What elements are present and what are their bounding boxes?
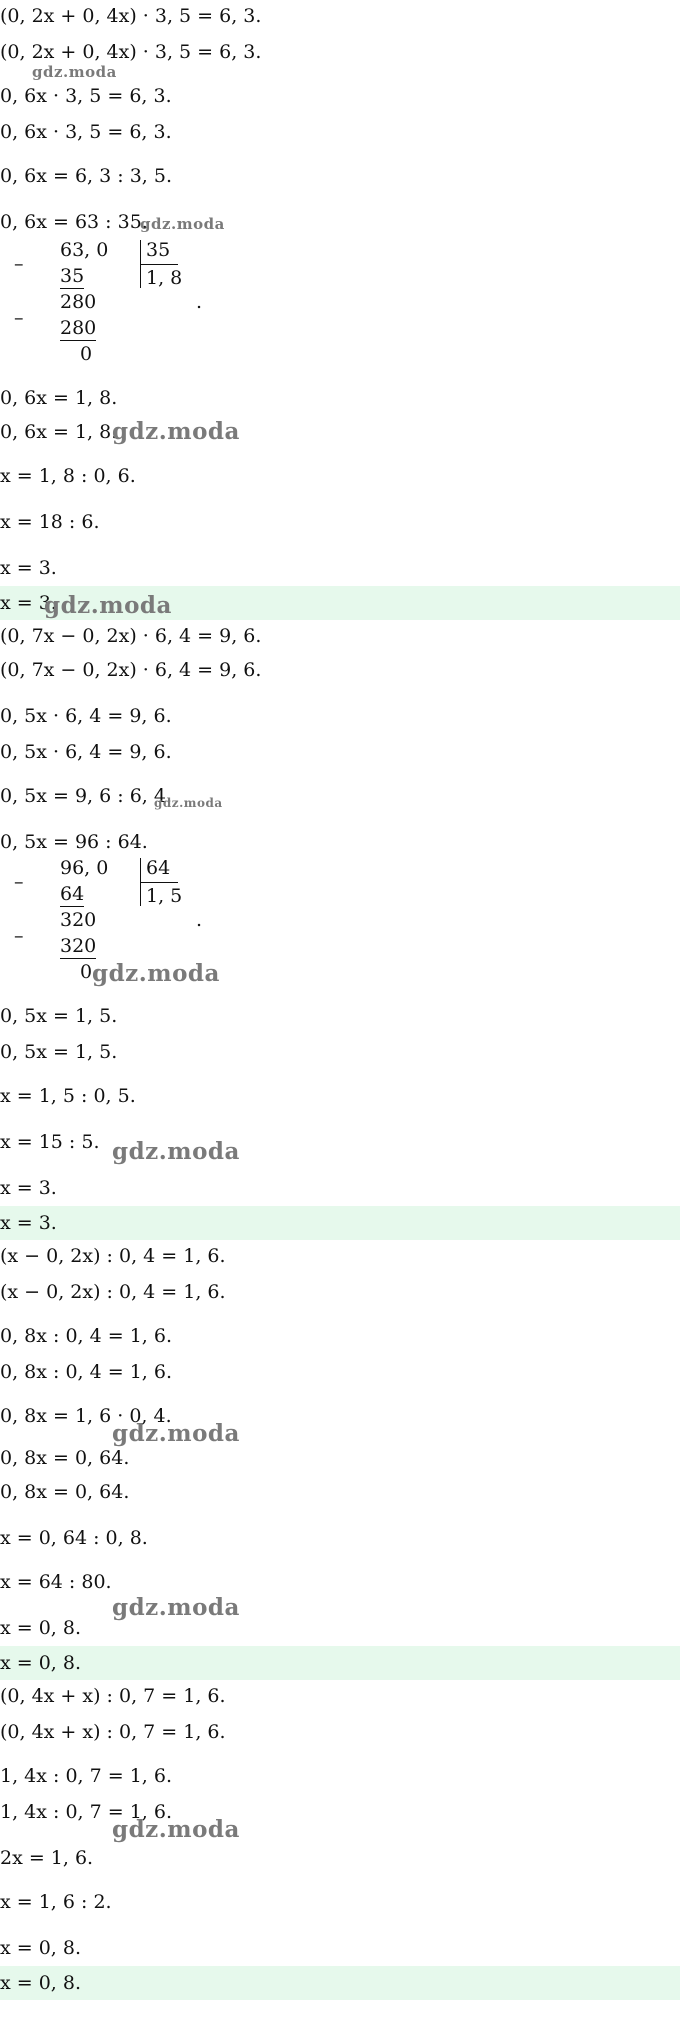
dot: . — [196, 909, 203, 931]
dividend: 96, 0 — [60, 857, 109, 879]
watermark: gdz.moda — [112, 1138, 240, 1165]
equation-line: 0, 8x = 0, 64. — [0, 1481, 130, 1503]
watermark: gdz.moda — [112, 1816, 240, 1843]
equation-line: x = 0, 8. — [0, 1617, 82, 1639]
equation-line: x = 15 : 5. — [0, 1131, 100, 1153]
watermark: gdz.moda — [112, 1420, 240, 1447]
equation-line: 0, 5x = 96 : 64. — [0, 831, 148, 853]
equation-line: x = 0, 64 : 0, 8. — [0, 1527, 148, 1549]
equation-line: x = 1, 5 : 0, 5. — [0, 1085, 136, 1107]
minus-sign: – — [14, 871, 24, 893]
answer: x = 3. — [0, 592, 57, 614]
divisor: 64 — [146, 857, 171, 879]
equation-line: x = 64 : 80. — [0, 1571, 112, 1593]
subtrahend: 320 — [60, 935, 97, 957]
divisor: 35 — [146, 239, 171, 261]
minus-sign: – — [14, 925, 24, 947]
remainder: 320 — [60, 909, 97, 931]
subtrahend: 280 — [60, 317, 97, 339]
watermark: gdz.moda — [92, 960, 220, 987]
equation-line: (0, 2x + 0, 4x) · 3, 5 = 6, 3. — [0, 41, 262, 63]
quotient: 1, 8 — [146, 267, 183, 289]
equation-line: 0, 6x = 1, 8. — [0, 421, 118, 443]
equation-line: 0, 5x = 1, 5. — [0, 1041, 118, 1063]
equation-line: 0, 5x = 1, 5. — [0, 1005, 118, 1027]
watermark: gdz.moda — [154, 796, 223, 810]
equation-line: 0, 5x · 6, 4 = 9, 6. — [0, 705, 172, 727]
quotient: 1, 5 — [146, 885, 183, 907]
equation-line: 0, 8x = 1, 6 · 0, 4. — [0, 1405, 172, 1427]
equation-line: 1, 4x : 0, 7 = 1, 6. — [0, 1765, 173, 1787]
equation-line: (0, 4x + x) : 0, 7 = 1, 6. — [0, 1685, 226, 1707]
long-division — [0, 238, 220, 388]
equation-line: x = 3. — [0, 1177, 57, 1199]
answer: x = 0, 8. — [0, 1972, 82, 1994]
minus-sign: – — [14, 307, 24, 329]
subtrahend: 64 — [60, 883, 85, 905]
watermark: gdz.moda — [32, 63, 117, 81]
equation-line: 0, 6x · 3, 5 = 6, 3. — [0, 85, 172, 107]
dividend: 63, 0 — [60, 239, 109, 261]
answer-band — [0, 1966, 680, 2000]
remainder: 0 — [80, 343, 93, 365]
remainder: 0 — [80, 961, 93, 983]
watermark: gdz.moda — [112, 418, 240, 445]
answer: x = 3. — [0, 1212, 57, 1234]
dot: . — [196, 291, 203, 313]
equation-line: (0, 7x − 0, 2x) · 6, 4 = 9, 6. — [0, 625, 262, 647]
remainder: 280 — [60, 291, 97, 313]
equation-line: 2x = 1, 6. — [0, 1847, 94, 1869]
minus-sign: – — [14, 253, 24, 275]
watermark: gdz.moda — [112, 1594, 240, 1621]
equation-line: 0, 6x = 6, 3 : 3, 5. — [0, 165, 173, 187]
equation-line: x = 3. — [0, 557, 57, 579]
equation-line: (0, 2x + 0, 4x) · 3, 5 = 6, 3. — [0, 5, 262, 27]
equation-line: (0, 7x − 0, 2x) · 6, 4 = 9, 6. — [0, 659, 262, 681]
division-bar — [140, 882, 178, 883]
equation-line: 0, 6x = 1, 8. — [0, 387, 118, 409]
equation-line: 1, 4x : 0, 7 = 1, 6. — [0, 1801, 173, 1823]
answer-band — [0, 1646, 680, 1680]
watermark: gdz.moda — [44, 592, 172, 619]
equation-line: (x − 0, 2x) : 0, 4 = 1, 6. — [0, 1281, 226, 1303]
answer-band — [0, 1206, 680, 1240]
equation-line: 0, 5x = 9, 6 : 6, 4. — [0, 785, 173, 807]
equation-line: 0, 8x = 0, 64. — [0, 1447, 130, 1469]
equation-line: x = 18 : 6. — [0, 511, 100, 533]
equation-line: 0, 8x : 0, 4 = 1, 6. — [0, 1361, 173, 1383]
equation-line: (x − 0, 2x) : 0, 4 = 1, 6. — [0, 1245, 226, 1267]
answer: x = 0, 8. — [0, 1652, 82, 1674]
equation-line: 0, 5x · 6, 4 = 9, 6. — [0, 741, 172, 763]
equation-line: 0, 6x · 3, 5 = 6, 3. — [0, 121, 172, 143]
equation-line: 0, 8x : 0, 4 = 1, 6. — [0, 1325, 173, 1347]
equation-line: (0, 4x + x) : 0, 7 = 1, 6. — [0, 1721, 226, 1743]
equation-line: x = 0, 8. — [0, 1937, 82, 1959]
equation-line: x = 1, 6 : 2. — [0, 1891, 112, 1913]
equation-line: x = 1, 8 : 0, 6. — [0, 465, 136, 487]
watermark: gdz.moda — [140, 215, 225, 233]
subtrahend: 35 — [60, 265, 85, 287]
division-bar — [140, 264, 178, 265]
answer-band — [0, 586, 680, 620]
equation-line: 0, 6x = 63 : 35. — [0, 211, 148, 233]
